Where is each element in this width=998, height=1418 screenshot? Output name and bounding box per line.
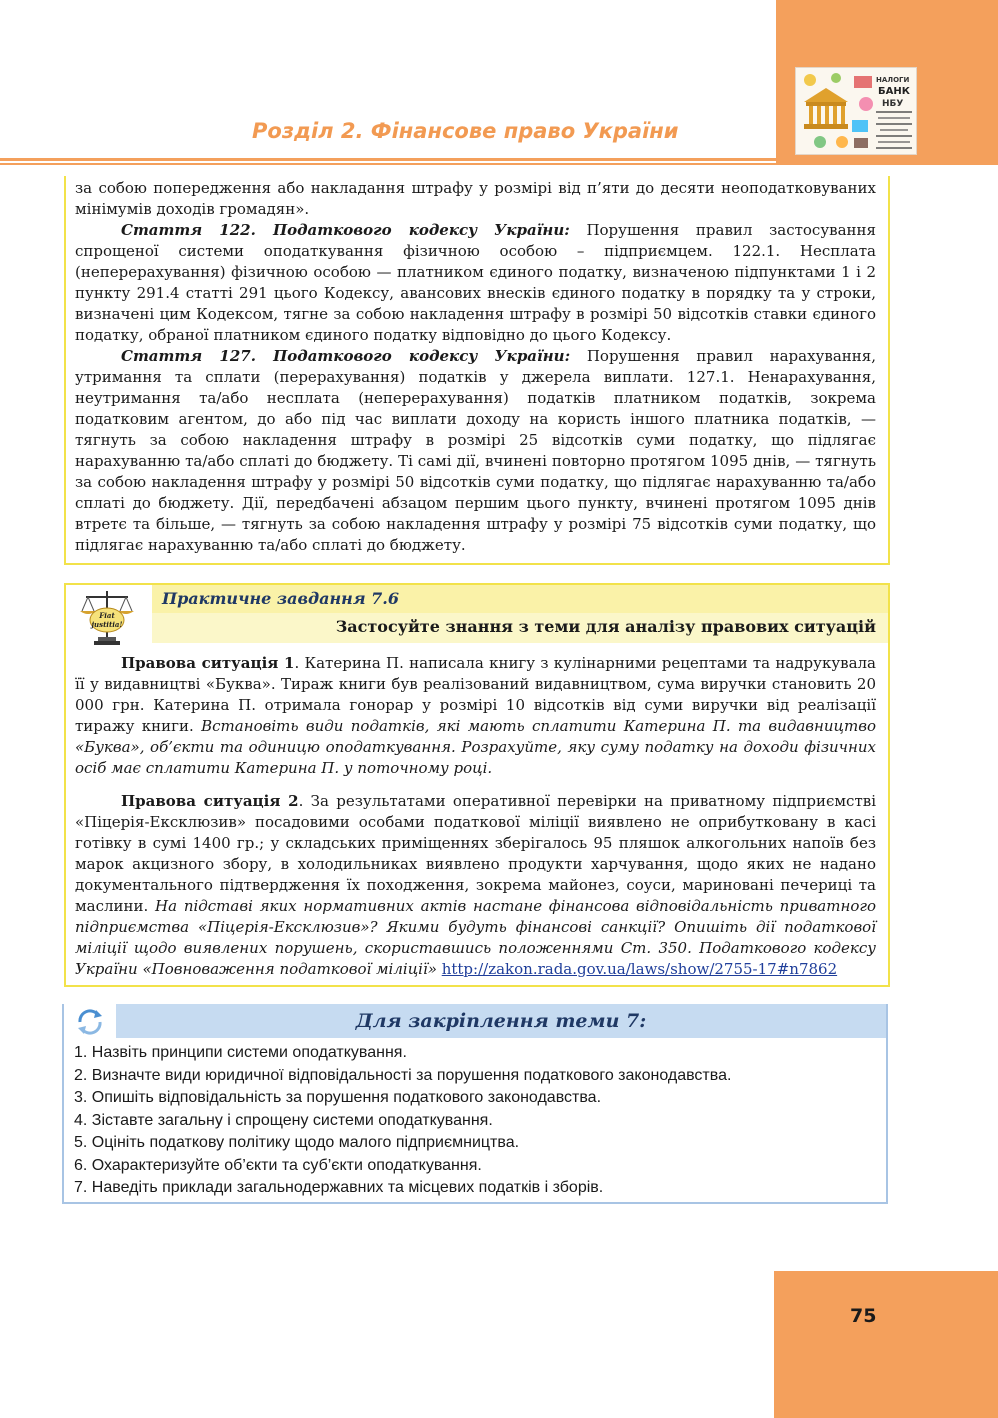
- situation-2-text: . За результатами оперативної перевірки на приватному підприємстві «Піцерія-Ексклюзив» посадовими особами податкової міліції виявлено не оприбутковану в касі готівку в сумі 1400 гр.; у складських приміщеннях зберігалось 95 пляшок алкогольних напоїв без марок акцизного збору, в холодильниках виявлено продукти харчування, щодо яких не надано документального підтвердження їх походження, зокрема майонез, соуси, мариновані печериці та маслини.: [75, 792, 876, 915]
- svg-text:НБУ: НБУ: [882, 99, 904, 109]
- situation-1-title: Правова ситуація 1: [121, 654, 295, 672]
- page-number-tab: [774, 1271, 998, 1418]
- task-label: Практичне завдання 7.6: [162, 589, 399, 608]
- article-127-title: Стаття 127. Податкового кодексу України:: [121, 347, 571, 365]
- task-subtitle: Застосуйте знання з теми для аналізу правових ситуацій: [335, 617, 876, 636]
- header-rule: [0, 158, 776, 161]
- review-questions-box: [62, 1004, 888, 1204]
- tax-code-articles-box: [64, 176, 890, 565]
- chapter-title: Розділ 2. Фінансове право України: [252, 119, 679, 143]
- situation-2-question: На підставі яких нормативних актів настане фінансова відповідальність приватного підприємства «Піцерія-Ексклюзив»? Якими будуть фінансові санкції? Опишіть дії податкової міліції щодо виявлених порушень, скориставшись положеннями Ст. 350. Податкового кодексу України «Повноваження податкової міліції»: [75, 897, 876, 978]
- svg-text:БАНК: БАНК: [878, 86, 910, 97]
- article-122-title: Стаття 122. Податкового кодексу України:: [121, 221, 570, 239]
- review-header: [116, 1004, 886, 1038]
- svg-text:justitia!: justitia!: [91, 620, 123, 629]
- legal-situation-2: [75, 791, 876, 980]
- situation-2-title: Правова ситуація 2: [121, 792, 299, 810]
- article-122-text: Порушення правил застосування спрощеної системи оподаткування фізичною особою – підприємцем. 122.1. Несплата (неперерахування) фізичною особою — платником єдиного податку, визначеною підпунктами 1 і 2 пункту 291.4 статті 291 цього Кодексу, авансових внесків єдиного податку в порядку та у строки, визначені цим Кодексом, тягне за собою накладення штрафу в розмірі 50 відсотків ставки єдиного податку, обраної платником єдиного податку відповідно до цього Кодексу.: [75, 221, 876, 344]
- continuation-paragraph: за собою попередження або накладання штрафу у розмірі від п’яти до десяти неоподатковуваних мінімумів доходів громадян».: [75, 179, 876, 218]
- list-item: 2. Визначте види юридичної відповідальності за порушення податкового законодавства.: [74, 1066, 732, 1084]
- task-subheader: [152, 613, 888, 643]
- refresh-arrows-icon: [74, 1006, 106, 1038]
- legal-situation-1: [75, 653, 876, 779]
- review-title: Для закріплення теми 7:: [355, 1010, 647, 1032]
- tax-code-link[interactable]: http://zakon.rada.gov.ua/laws/show/2755-17#n7862: [441, 960, 838, 978]
- list-item: 1. Назвіть принципи системи оподаткування.: [74, 1044, 407, 1061]
- article-127-text: Порушення правил нарахування, утримання та сплати (перерахування) податків у джерела виплати. 127.1. Ненарахування, неутримання та/або несплата (неперерахування) податків платником податків, зокрема податковим агентом, до або під час виплати доходу на користь іншого платника податків, — тягнуть за собою накладення штрафу в розмірі 25 відсотків суми податку, що підлягає нарахуванню та/або сплаті до бюджету. Ті самі дії, вчинені повторно протягом 1095 днів, — тягнуть за собою накладення штрафу у розмірі 50 відсотків суми податку, що підлягає нарахуванню та/або сплаті до бюджету. Дії, передбачені абзацом першим цього пункту, вчинені протягом 1095 днів втретє та більше, — тягнуть за собою накладення штрафу у розмірі 75 відсотків суми податку, що підлягає нарахуванню та/або сплаті до бюджету.: [75, 347, 876, 554]
- list-item: 3. Опишіть відповідальність за порушення податкового законодавства.: [74, 1089, 602, 1106]
- list-item: 5. Оцініть податкову політику щодо малого підприємництва.: [74, 1134, 520, 1151]
- situation-1-question: Встановіть види податків, які мають сплатити Катерина П. та видавництво «Буква», об’єкти та одиницю оподаткування. Розрахуйте, яку суму податку на доходи фізичних осіб має сплатити Катерина П. у поточному році.: [75, 717, 876, 777]
- list-item: 7. Наведіть приклади загальнодержавних та місцевих податків і зборів.: [74, 1179, 604, 1196]
- svg-text:Fiat: Fiat: [99, 611, 115, 620]
- scales-of-justice-icon: [76, 587, 138, 647]
- list-item: 4. Зіставте загальну і спрощену системи оподаткування.: [74, 1111, 493, 1129]
- svg-text:НАЛОГИ: НАЛОГИ: [876, 76, 910, 84]
- task-header: [152, 585, 888, 613]
- situation-1-text: . Катерина П. написала книгу з кулінарними рецептами та надрукувала її у видавництві «Буква». Тираж книги був реалізований видавництвом, сума виручки становить 20 000 грн. Катерина П. отримала гонорар у розмірі 10 відсотків від суми виручки від реалізації тиражу книги.: [75, 654, 877, 735]
- article-122-paragraph: [75, 220, 876, 346]
- review-question-list: [74, 1042, 731, 1200]
- page-number: 75: [850, 1305, 877, 1327]
- practical-task-box: [64, 583, 890, 987]
- article-127-paragraph: [75, 346, 876, 556]
- list-item: 6. Охарактеризуйте об’єкти та суб’єкти оподаткування.: [74, 1156, 482, 1174]
- header-rule-full: [0, 163, 998, 165]
- bank-illustration-icon: [795, 67, 917, 155]
